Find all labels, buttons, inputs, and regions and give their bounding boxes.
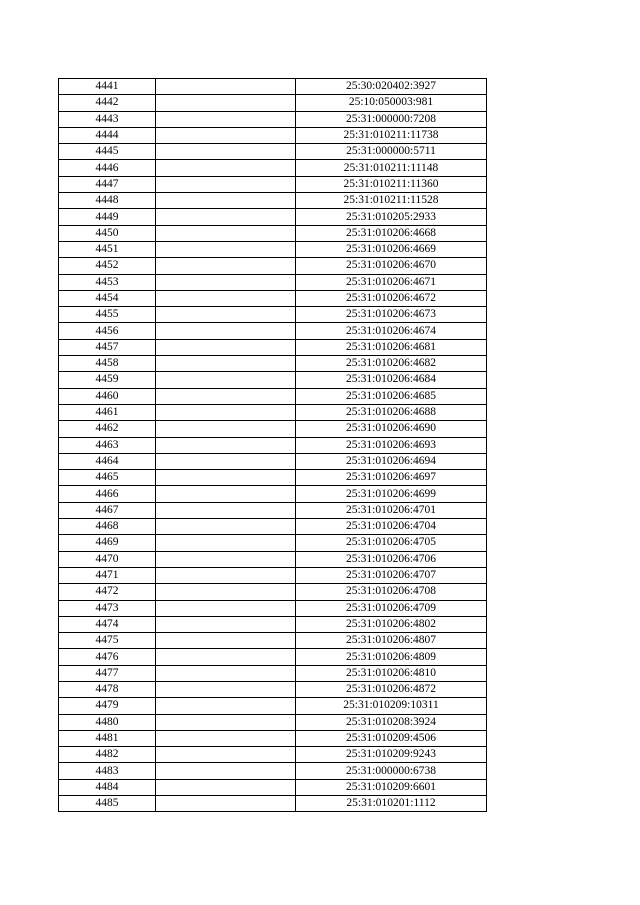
table-row [59, 372, 487, 388]
table-row [59, 404, 487, 420]
table-row [59, 665, 487, 681]
row-number-cell: 4454 [59, 290, 156, 306]
empty-cell [156, 567, 296, 583]
cadastral-number-cell: 25:31:010206:4673 [296, 307, 487, 323]
table-row [59, 274, 487, 290]
row-number-cell: 4479 [59, 698, 156, 714]
row-number-cell: 4483 [59, 763, 156, 779]
row-number-cell: 4481 [59, 730, 156, 746]
empty-cell [156, 79, 296, 95]
row-number-cell: 4457 [59, 339, 156, 355]
table-row [59, 453, 487, 469]
table-row [59, 193, 487, 209]
row-number-cell: 4450 [59, 225, 156, 241]
table-row [59, 290, 487, 306]
cadastral-number-cell: 25:31:010206:4697 [296, 470, 487, 486]
row-number-cell: 4458 [59, 356, 156, 372]
row-number-cell: 4446 [59, 160, 156, 176]
table-row [59, 209, 487, 225]
row-number-cell: 4461 [59, 404, 156, 420]
empty-cell [156, 796, 296, 812]
empty-cell [156, 258, 296, 274]
empty-cell [156, 779, 296, 795]
table-row [59, 356, 487, 372]
table-row [59, 79, 487, 95]
row-number-cell: 4485 [59, 796, 156, 812]
empty-cell [156, 453, 296, 469]
empty-cell [156, 421, 296, 437]
empty-cell [156, 600, 296, 616]
empty-cell [156, 372, 296, 388]
empty-cell [156, 111, 296, 127]
cadastral-number-cell: 25:31:010209:4506 [296, 730, 487, 746]
row-number-cell: 4443 [59, 111, 156, 127]
empty-cell [156, 241, 296, 257]
empty-cell [156, 95, 296, 111]
empty-cell [156, 193, 296, 209]
cadastral-number-cell: 25:31:010206:4674 [296, 323, 487, 339]
cadastral-number-cell: 25:31:010211:11738 [296, 127, 487, 143]
empty-cell [156, 144, 296, 160]
row-number-cell: 4444 [59, 127, 156, 143]
row-number-cell: 4451 [59, 241, 156, 257]
cadastral-number-cell: 25:31:010208:3924 [296, 714, 487, 730]
table-row [59, 111, 487, 127]
cadastral-number-cell: 25:31:010206:4681 [296, 339, 487, 355]
cadastral-number-cell: 25:31:010206:4669 [296, 241, 487, 257]
row-number-cell: 4478 [59, 681, 156, 697]
table-row [59, 144, 487, 160]
empty-cell [156, 616, 296, 632]
table-row [59, 323, 487, 339]
empty-cell [156, 339, 296, 355]
table-row [59, 698, 487, 714]
cadastral-number-cell: 25:31:010206:4690 [296, 421, 487, 437]
table-body [59, 79, 487, 812]
cadastral-number-cell: 25:31:010206:4707 [296, 567, 487, 583]
cadastral-number-cell: 25:31:010206:4809 [296, 649, 487, 665]
table-row [59, 763, 487, 779]
row-number-cell: 4470 [59, 551, 156, 567]
table-row [59, 796, 487, 812]
cadastral-number-cell: 25:31:010206:4802 [296, 616, 487, 632]
row-number-cell: 4471 [59, 567, 156, 583]
cadastral-number-cell: 25:31:010206:4701 [296, 502, 487, 518]
cadastral-number-cell: 25:31:000000:7208 [296, 111, 487, 127]
table-row [59, 649, 487, 665]
table-row [59, 681, 487, 697]
cadastral-number-cell: 25:31:010206:4684 [296, 372, 487, 388]
cadastral-number-cell: 25:30:020402:3927 [296, 79, 487, 95]
empty-cell [156, 535, 296, 551]
empty-cell [156, 274, 296, 290]
table-row [59, 535, 487, 551]
table-row [59, 616, 487, 632]
empty-cell [156, 486, 296, 502]
row-number-cell: 4475 [59, 633, 156, 649]
row-number-cell: 4466 [59, 486, 156, 502]
cadastral-number-cell: 25:31:010206:4708 [296, 584, 487, 600]
empty-cell [156, 404, 296, 420]
row-number-cell: 4473 [59, 600, 156, 616]
cadastral-number-cell: 25:31:010206:4688 [296, 404, 487, 420]
cadastral-number-cell: 25:31:010206:4693 [296, 437, 487, 453]
table-row [59, 307, 487, 323]
table-row [59, 225, 487, 241]
empty-cell [156, 225, 296, 241]
empty-cell [156, 160, 296, 176]
cadastral-number-cell: 25:31:010206:4671 [296, 274, 487, 290]
cadastral-number-cell: 25:31:010211:11148 [296, 160, 487, 176]
cadastral-number-cell: 25:31:010206:4704 [296, 519, 487, 535]
table-row [59, 95, 487, 111]
cadastral-number-cell: 25:31:010205:2933 [296, 209, 487, 225]
cadastral-number-cell: 25:31:010206:4699 [296, 486, 487, 502]
cadastral-number-cell: 25:31:010206:4810 [296, 665, 487, 681]
empty-cell [156, 551, 296, 567]
table-row [59, 584, 487, 600]
table-row [59, 176, 487, 192]
empty-cell [156, 714, 296, 730]
cadastral-number-cell: 25:31:010211:11528 [296, 193, 487, 209]
row-number-cell: 4462 [59, 421, 156, 437]
table-row [59, 600, 487, 616]
row-number-cell: 4445 [59, 144, 156, 160]
table-row [59, 339, 487, 355]
row-number-cell: 4452 [59, 258, 156, 274]
empty-cell [156, 763, 296, 779]
table-row [59, 519, 487, 535]
empty-cell [156, 176, 296, 192]
row-number-cell: 4484 [59, 779, 156, 795]
row-number-cell: 4463 [59, 437, 156, 453]
table-row [59, 437, 487, 453]
table-row [59, 486, 487, 502]
table-row [59, 160, 487, 176]
empty-cell [156, 681, 296, 697]
cadastral-number-cell: 25:31:010206:4807 [296, 633, 487, 649]
cadastral-number-cell: 25:31:000000:6738 [296, 763, 487, 779]
cadastral-number-cell: 25:31:010206:4706 [296, 551, 487, 567]
cadastral-number-cell: 25:31:010206:4668 [296, 225, 487, 241]
row-number-cell: 4460 [59, 388, 156, 404]
cadastral-number-cell: 25:31:010206:4872 [296, 681, 487, 697]
row-number-cell: 4441 [59, 79, 156, 95]
table-row [59, 730, 487, 746]
cadastral-number-cell: 25:31:010209:10311 [296, 698, 487, 714]
row-number-cell: 4455 [59, 307, 156, 323]
empty-cell [156, 747, 296, 763]
empty-cell [156, 649, 296, 665]
cadastral-number-cell: 25:31:010206:4694 [296, 453, 487, 469]
cadastral-number-cell: 25:31:010206:4682 [296, 356, 487, 372]
table-row [59, 747, 487, 763]
table-row [59, 779, 487, 795]
empty-cell [156, 730, 296, 746]
table-row [59, 470, 487, 486]
cadastral-number-cell: 25:31:010211:11360 [296, 176, 487, 192]
empty-cell [156, 356, 296, 372]
empty-cell [156, 698, 296, 714]
cadastral-number-cell: 25:31:010201:1112 [296, 796, 487, 812]
cadastral-number-cell: 25:31:010206:4672 [296, 290, 487, 306]
table-row [59, 633, 487, 649]
row-number-cell: 4472 [59, 584, 156, 600]
table-row [59, 258, 487, 274]
cadastral-number-cell: 25:31:010206:4685 [296, 388, 487, 404]
cadastral-number-cell: 25:31:010209:6601 [296, 779, 487, 795]
table-row [59, 127, 487, 143]
empty-cell [156, 584, 296, 600]
row-number-cell: 4447 [59, 176, 156, 192]
row-number-cell: 4442 [59, 95, 156, 111]
cadastral-number-cell: 25:31:010206:4705 [296, 535, 487, 551]
empty-cell [156, 470, 296, 486]
empty-cell [156, 290, 296, 306]
cadastral-number-cell: 25:31:000000:5711 [296, 144, 487, 160]
empty-cell [156, 209, 296, 225]
empty-cell [156, 633, 296, 649]
empty-cell [156, 307, 296, 323]
table-row [59, 388, 487, 404]
empty-cell [156, 127, 296, 143]
cadastral-number-table [58, 78, 487, 812]
row-number-cell: 4465 [59, 470, 156, 486]
row-number-cell: 4448 [59, 193, 156, 209]
table-row [59, 567, 487, 583]
empty-cell [156, 388, 296, 404]
document-page [58, 78, 486, 812]
row-number-cell: 4480 [59, 714, 156, 730]
row-number-cell: 4453 [59, 274, 156, 290]
row-number-cell: 4474 [59, 616, 156, 632]
empty-cell [156, 502, 296, 518]
row-number-cell: 4449 [59, 209, 156, 225]
row-number-cell: 4468 [59, 519, 156, 535]
table-row [59, 421, 487, 437]
table-row [59, 551, 487, 567]
cadastral-number-cell: 25:31:010206:4670 [296, 258, 487, 274]
row-number-cell: 4482 [59, 747, 156, 763]
table-row [59, 714, 487, 730]
empty-cell [156, 519, 296, 535]
row-number-cell: 4469 [59, 535, 156, 551]
table-row [59, 241, 487, 257]
cadastral-number-cell: 25:10:050003:981 [296, 95, 487, 111]
row-number-cell: 4476 [59, 649, 156, 665]
row-number-cell: 4464 [59, 453, 156, 469]
cadastral-number-cell: 25:31:010206:4709 [296, 600, 487, 616]
cadastral-number-cell: 25:31:010209:9243 [296, 747, 487, 763]
row-number-cell: 4459 [59, 372, 156, 388]
row-number-cell: 4456 [59, 323, 156, 339]
row-number-cell: 4477 [59, 665, 156, 681]
table-row [59, 502, 487, 518]
empty-cell [156, 437, 296, 453]
empty-cell [156, 323, 296, 339]
row-number-cell: 4467 [59, 502, 156, 518]
empty-cell [156, 665, 296, 681]
